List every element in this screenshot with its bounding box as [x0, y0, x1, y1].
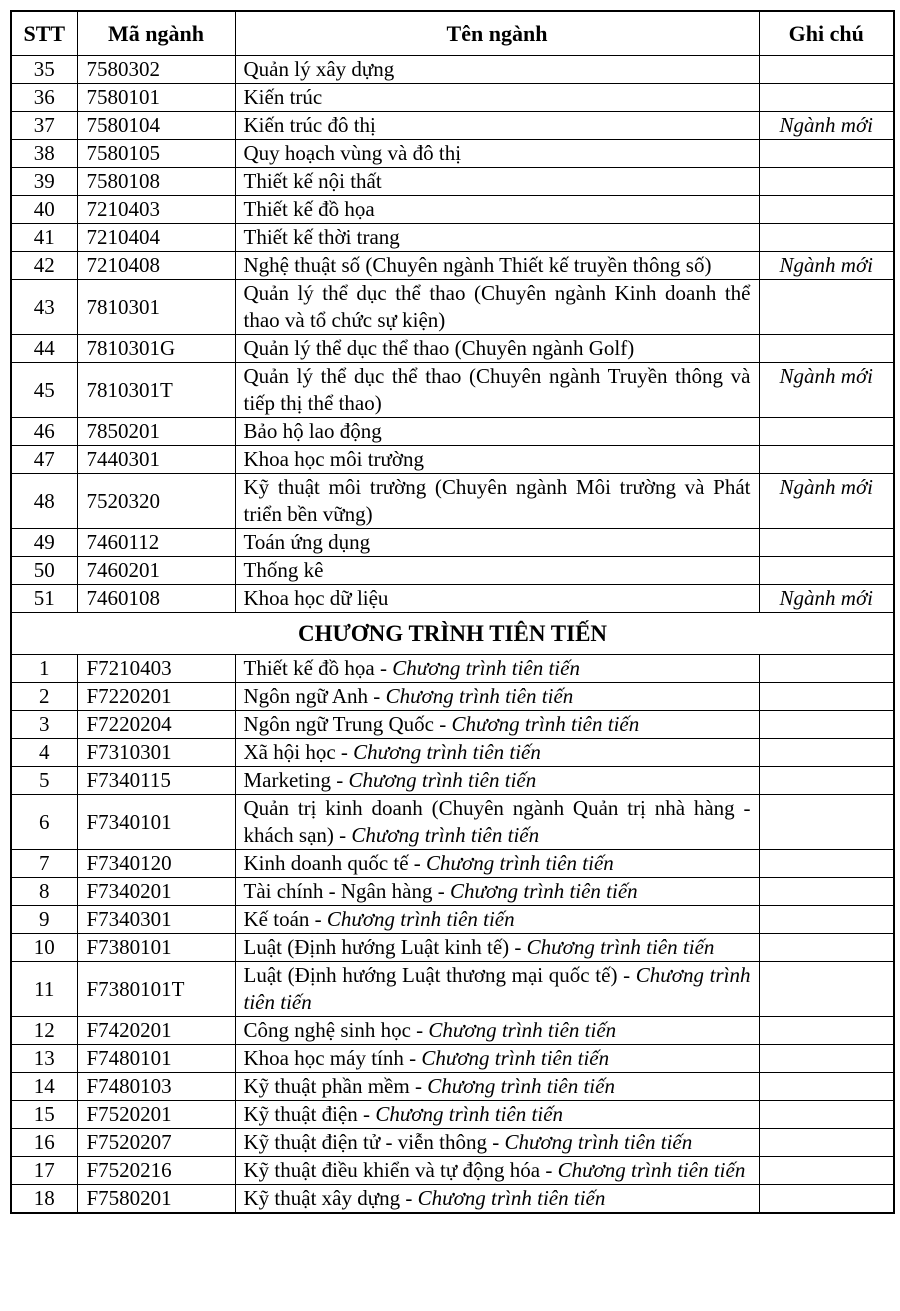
program-type-text: Chương trình tiên tiến [243, 963, 751, 1014]
major-name-cell [235, 1073, 759, 1101]
major-code-cell: 7440301 [77, 446, 235, 474]
major-name-cell [235, 585, 759, 613]
major-name-text: Thiết kế đồ họa [243, 197, 375, 221]
table-row [11, 585, 894, 613]
major-code-cell: F7580201 [77, 1185, 235, 1214]
table-row [11, 683, 894, 711]
major-name-cell [235, 418, 759, 446]
major-code-cell: F7340115 [77, 767, 235, 795]
program-type-text: Chương trình tiên tiến [428, 1018, 617, 1042]
note-cell [759, 739, 894, 767]
row-number-cell: 10 [11, 934, 77, 962]
major-name-cell [235, 878, 759, 906]
note-cell: Ngành mới [759, 112, 894, 140]
table-row [11, 140, 894, 168]
note-cell [759, 711, 894, 739]
table-row [11, 1073, 894, 1101]
note-cell [759, 140, 894, 168]
major-code-cell: F7340201 [77, 878, 235, 906]
major-name-cell [235, 112, 759, 140]
major-name-text: Thống kê [243, 558, 324, 582]
note-cell [759, 84, 894, 112]
major-name-text: Kỹ thuật điều khiển và tự động hóa - [243, 1158, 558, 1182]
major-name-cell [235, 850, 759, 878]
major-code-cell: F7520207 [77, 1129, 235, 1157]
program-type-text: Chương trình tiên tiến [351, 823, 540, 847]
note-cell: Ngành mới [759, 252, 894, 280]
row-number-cell: 45 [11, 363, 77, 418]
row-number-cell: 44 [11, 335, 77, 363]
program-type-text: Chương trình tiên tiến [348, 768, 537, 792]
program-type-text: Chương trình tiên tiến [426, 851, 614, 875]
table-row [11, 418, 894, 446]
major-name-cell [235, 739, 759, 767]
row-number-cell: 48 [11, 474, 77, 529]
major-name-cell [235, 56, 759, 84]
major-name-text: Quy hoạch vùng và đô thị [243, 141, 462, 165]
major-code-cell: 7580108 [77, 168, 235, 196]
major-name-cell [235, 906, 759, 934]
major-name-text: Khoa học môi trường [243, 447, 425, 471]
table-row [11, 767, 894, 795]
major-name-cell [235, 168, 759, 196]
note-cell: Ngành mới [759, 474, 894, 529]
major-name-cell [235, 335, 759, 363]
major-name-text: Kỹ thuật điện - [243, 1102, 376, 1126]
table-row [11, 655, 894, 683]
major-code-cell: F7210403 [77, 655, 235, 683]
major-name-text: Tài chính - Ngân hàng - [243, 879, 450, 903]
row-number-cell: 36 [11, 84, 77, 112]
note-cell [759, 418, 894, 446]
major-name-text: Xã hội học - [243, 740, 354, 764]
table-row [11, 934, 894, 962]
row-number-cell: 38 [11, 140, 77, 168]
major-code-cell: F7380101 [77, 934, 235, 962]
program-type-text: Chương trình tiên tiến [353, 740, 541, 764]
major-code-cell: F7220204 [77, 711, 235, 739]
program-type-text: Chương trình tiên tiến [392, 656, 580, 680]
note-cell: Ngành mới [759, 363, 894, 418]
major-name-text: Bảo hộ lao động [243, 419, 382, 443]
major-code-cell: F7310301 [77, 739, 235, 767]
major-name-text: Ngôn ngữ Trung Quốc - [243, 712, 452, 736]
row-number-cell: 8 [11, 878, 77, 906]
major-code-cell: 7210404 [77, 224, 235, 252]
row-number-cell: 41 [11, 224, 77, 252]
table-row [11, 1017, 894, 1045]
table-row [11, 1185, 894, 1214]
table-row [11, 795, 894, 850]
row-number-cell: 1 [11, 655, 77, 683]
major-code-cell: 7810301G [77, 335, 235, 363]
note-cell [759, 335, 894, 363]
major-name-text: Kỹ thuật điện tử - viễn thông - [243, 1130, 505, 1154]
table-row [11, 224, 894, 252]
major-name-text: Thiết kế nội thất [243, 169, 382, 193]
major-name-text: Nghệ thuật số (Chuyên ngành Thiết kế truyền thông số) [243, 253, 712, 277]
program-type-text: Chương trình tiên tiến [326, 907, 515, 931]
table-row [11, 906, 894, 934]
table-row [11, 1129, 894, 1157]
table-row [11, 962, 894, 1017]
header-row [11, 11, 894, 56]
row-number-cell: 39 [11, 168, 77, 196]
major-name-text: Kiến trúc [243, 85, 323, 109]
major-name-text: Khoa học máy tính - [243, 1046, 422, 1070]
note-cell [759, 1101, 894, 1129]
table-row [11, 196, 894, 224]
major-code-cell: 7580302 [77, 56, 235, 84]
major-name-text: Kế toán - [243, 907, 327, 931]
major-code-cell: F7520201 [77, 1101, 235, 1129]
major-name-cell [235, 1185, 759, 1214]
note-cell [759, 1017, 894, 1045]
note-cell [759, 224, 894, 252]
table-row [11, 850, 894, 878]
note-cell [759, 934, 894, 962]
table-row [11, 56, 894, 84]
note-cell [759, 1129, 894, 1157]
major-name-text: Kiến trúc đô thị [243, 113, 376, 137]
row-number-cell: 5 [11, 767, 77, 795]
row-number-cell: 12 [11, 1017, 77, 1045]
major-code-cell: 7210408 [77, 252, 235, 280]
program-type-text: Chương trình tiên tiến [385, 684, 574, 708]
note-cell: Ngành mới [759, 585, 894, 613]
row-number-cell: 50 [11, 557, 77, 585]
major-name-text: Kỹ thuật môi trường (Chuyên ngành Môi trường và Phát triển bền vững) [243, 475, 751, 526]
row-number-cell: 14 [11, 1073, 77, 1101]
major-name-cell [235, 1129, 759, 1157]
major-name-cell [235, 655, 759, 683]
major-code-cell: F7480101 [77, 1045, 235, 1073]
major-name-text: Thiết kế đồ họa - [243, 656, 393, 680]
major-name-text: Kinh doanh quốc tế - [243, 851, 427, 875]
major-name-text: Công nghệ sinh học - [243, 1018, 429, 1042]
note-cell [759, 850, 894, 878]
note-cell [759, 1185, 894, 1214]
row-number-cell: 2 [11, 683, 77, 711]
major-name-cell [235, 252, 759, 280]
major-name-cell [235, 795, 759, 850]
table-header [11, 11, 894, 56]
major-name-text: Quản lý thể dục thể thao (Chuyên ngành Golf) [243, 336, 635, 360]
major-name-cell [235, 683, 759, 711]
program-type-text: Chương trình tiên tiến [504, 1130, 693, 1154]
row-number-cell: 49 [11, 529, 77, 557]
major-code-cell: 7810301T [77, 363, 235, 418]
header-note: Ghi chú [759, 11, 894, 56]
table-row [11, 84, 894, 112]
major-name-cell [235, 767, 759, 795]
row-number-cell: 47 [11, 446, 77, 474]
table-row [11, 280, 894, 335]
row-number-cell: 3 [11, 711, 77, 739]
major-name-text: Thiết kế thời trang [243, 225, 400, 249]
row-number-cell: 17 [11, 1157, 77, 1185]
row-number-cell: 13 [11, 1045, 77, 1073]
table-row [11, 1045, 894, 1073]
major-name-text: Toán ứng dụng [243, 530, 371, 554]
major-name-text: Kỹ thuật phần mềm - [243, 1074, 428, 1098]
row-number-cell: 4 [11, 739, 77, 767]
major-name-cell [235, 224, 759, 252]
row-number-cell: 18 [11, 1185, 77, 1214]
program-type-text: Chương trình tiên tiến [449, 879, 638, 903]
major-code-cell: F7340120 [77, 850, 235, 878]
program-type-text: Chương trình tiên tiến [557, 1158, 746, 1182]
table-row [11, 168, 894, 196]
major-name-text: Luật (Định hướng Luật thương mại quốc tế) - [243, 963, 636, 987]
major-name-text: Quản lý thể dục thể thao (Chuyên ngành Kinh doanh thể thao và tổ chức sự kiện) [243, 281, 751, 332]
major-name-cell [235, 446, 759, 474]
major-name-cell [235, 474, 759, 529]
note-cell [759, 1157, 894, 1185]
note-cell [759, 795, 894, 850]
row-number-cell: 7 [11, 850, 77, 878]
section-divider [11, 613, 894, 655]
major-code-cell: F7380101T [77, 962, 235, 1017]
major-code-cell: F7420201 [77, 1017, 235, 1045]
note-cell [759, 280, 894, 335]
standard-majors-section [11, 56, 894, 613]
note-cell [759, 529, 894, 557]
note-cell [759, 168, 894, 196]
major-code-cell: 7460201 [77, 557, 235, 585]
table-row [11, 529, 894, 557]
note-cell [759, 767, 894, 795]
program-type-text: Chương trình tiên tiến [451, 712, 640, 736]
header-major-name: Tên ngành [235, 11, 759, 56]
note-cell [759, 878, 894, 906]
table-row [11, 112, 894, 140]
table-row [11, 1101, 894, 1129]
note-cell [759, 906, 894, 934]
row-number-cell: 9 [11, 906, 77, 934]
table-row [11, 474, 894, 529]
table-row [11, 739, 894, 767]
major-code-cell: 7580104 [77, 112, 235, 140]
program-type-text: Chương trình tiên tiến [421, 1046, 610, 1070]
major-name-cell [235, 140, 759, 168]
row-number-cell: 43 [11, 280, 77, 335]
note-cell [759, 1045, 894, 1073]
row-number-cell: 51 [11, 585, 77, 613]
note-cell [759, 446, 894, 474]
major-code-cell: 7580101 [77, 84, 235, 112]
table-row [11, 363, 894, 418]
row-number-cell: 15 [11, 1101, 77, 1129]
major-name-text: Khoa học dữ liệu [243, 586, 389, 610]
row-number-cell: 16 [11, 1129, 77, 1157]
major-code-cell: 7580105 [77, 140, 235, 168]
major-code-cell: 7520320 [77, 474, 235, 529]
major-code-cell: F7340101 [77, 795, 235, 850]
major-name-text: Quản lý xây dựng [243, 57, 395, 81]
row-number-cell: 37 [11, 112, 77, 140]
row-number-cell: 6 [11, 795, 77, 850]
major-name-text: Kỹ thuật xây dựng - [243, 1186, 418, 1210]
note-cell [759, 1073, 894, 1101]
table-row [11, 1157, 894, 1185]
major-name-text: Luật (Định hướng Luật kinh tế) - [243, 935, 527, 959]
note-cell [759, 56, 894, 84]
major-name-cell [235, 280, 759, 335]
row-number-cell: 35 [11, 56, 77, 84]
major-name-text: Marketing - [243, 768, 349, 792]
row-number-cell: 11 [11, 962, 77, 1017]
major-code-cell: F7520216 [77, 1157, 235, 1185]
advanced-program-section [11, 655, 894, 1214]
major-code-cell: 7460112 [77, 529, 235, 557]
row-number-cell: 40 [11, 196, 77, 224]
table-row [11, 335, 894, 363]
majors-table [10, 10, 895, 1214]
section-title-row [11, 613, 894, 655]
major-code-cell: F7340301 [77, 906, 235, 934]
major-code-cell: 7460108 [77, 585, 235, 613]
major-name-cell [235, 84, 759, 112]
table-row [11, 711, 894, 739]
header-major-code: Mã ngành [77, 11, 235, 56]
program-type-text: Chương trình tiên tiến [526, 935, 715, 959]
major-code-cell: F7220201 [77, 683, 235, 711]
major-name-cell [235, 1045, 759, 1073]
major-name-text: Quản trị kinh doanh (Chuyên ngành Quản trị nhà hàng - khách sạn) - [243, 796, 751, 847]
note-cell [759, 683, 894, 711]
note-cell [759, 196, 894, 224]
major-name-cell [235, 1017, 759, 1045]
major-name-cell [235, 1157, 759, 1185]
program-type-text: Chương trình tiên tiến [375, 1102, 564, 1126]
section-title: CHƯƠNG TRÌNH TIÊN TIẾN [11, 613, 894, 655]
major-name-text: Ngôn ngữ Anh - [243, 684, 386, 708]
note-cell [759, 655, 894, 683]
major-name-cell [235, 934, 759, 962]
major-name-cell [235, 1101, 759, 1129]
header-stt: STT [11, 11, 77, 56]
major-name-cell [235, 557, 759, 585]
major-name-cell [235, 962, 759, 1017]
table-row [11, 252, 894, 280]
row-number-cell: 46 [11, 418, 77, 446]
table-row [11, 557, 894, 585]
table-row [11, 446, 894, 474]
table-row [11, 878, 894, 906]
major-code-cell: 7810301 [77, 280, 235, 335]
note-cell [759, 962, 894, 1017]
major-code-cell: 7210403 [77, 196, 235, 224]
program-type-text: Chương trình tiên tiến [427, 1074, 615, 1098]
major-name-cell [235, 711, 759, 739]
program-type-text: Chương trình tiên tiến [417, 1186, 606, 1210]
major-name-cell [235, 196, 759, 224]
major-name-text: Quản lý thể dục thể thao (Chuyên ngành Truyền thông và tiếp thị thể thao) [243, 364, 751, 415]
row-number-cell: 42 [11, 252, 77, 280]
major-code-cell: 7850201 [77, 418, 235, 446]
major-code-cell: F7480103 [77, 1073, 235, 1101]
major-name-cell [235, 529, 759, 557]
major-name-cell [235, 363, 759, 418]
note-cell [759, 557, 894, 585]
